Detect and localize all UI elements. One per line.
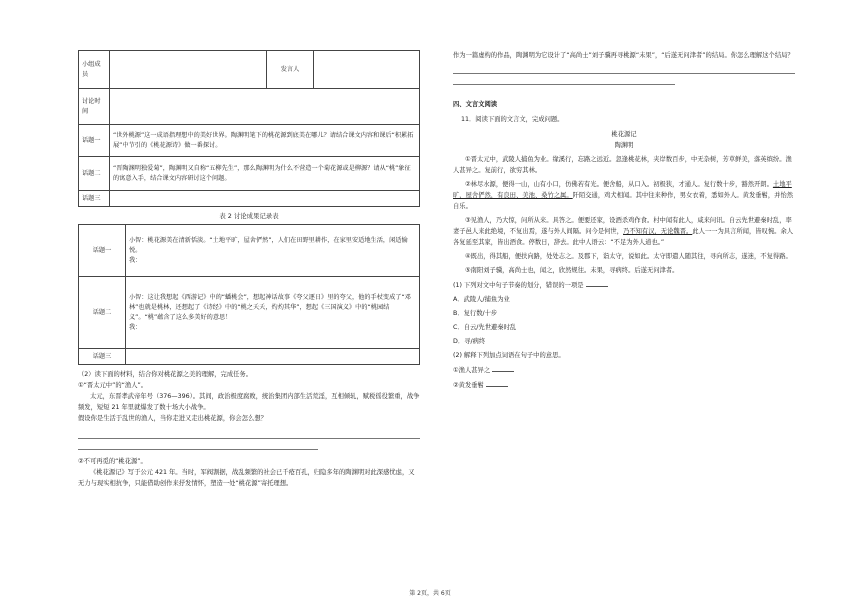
sub-question-2a-blank[interactable] — [492, 364, 514, 372]
sub-question-2b — [453, 379, 795, 391]
result2-cell — [126, 277, 420, 349]
item2-paragraph: 《桃花源记》写于公元 421 年。当时，军阀割据，战乱频繁的社会已千疮百孔，归隐多年的陶渊明对此深感忧虑，又无力与现实相抗争，只能借助创作来抒发情怀，塑造一处“桃花源”寄托理想。 — [78, 469, 415, 487]
result1-text: 小智：桃花源美在清新恬淡。“土地平旷，屋舍俨然”，人们在田野里耕作，在家里安适地生活，闲适愉悦。 — [129, 236, 408, 254]
ending-question: 作为一篇虚构的作品，陶渊明为它设计了“高尚士”刘子骥再寻桃源“未果”，“后遂无问津者”的结局。你怎么理解这个结局？ — [453, 52, 794, 59]
option-b[interactable]: B．复行数/十步 — [453, 310, 498, 317]
result2-label: 话题二 — [79, 277, 126, 349]
right-column — [453, 50, 795, 391]
discussion-time-label: 讨论时间 — [79, 89, 110, 125]
passage-p2-a: ②林尽水源，便得一山，山有小口，仿佛若有光。便舍船，从口入。初极狭，才通人。复行数十步，豁然开朗。 — [465, 181, 773, 188]
topic1-text: “世外桃源”这一成语指理想中的美好世界。陶渊明笔下的桃花源到底美在哪儿？请结合课文内容和课后“积累拓展”中节引的《桃花源诗》做一番探讨。 — [110, 125, 420, 157]
passage-p5: ⑤南阳刘子骥，高尚士也，闻之，欣然规往。未果，寻病终。后遂无问津者。 — [465, 267, 679, 274]
result3-cell — [126, 349, 420, 365]
item2-title: ②不可再觅的“桃花源”。 — [78, 458, 147, 465]
passage-title: 桃花源记 — [611, 131, 637, 138]
sub-question-1 — [453, 279, 795, 291]
topic1-label: 话题一 — [79, 125, 110, 157]
sub-question-1-text: (1) 下列对文中句子节奏的划分，错误的一项是 — [453, 282, 584, 289]
passage-p1: ①晋太元中，武陵人捕鱼为业。缘溪行，忘路之远近。忽逢桃花林，夹岸数百步，中无杂树，芳草鲜美，落英缤纷。渔人甚异之。复前行，欲穷其林。 — [453, 156, 792, 174]
sub-question-2b-blank[interactable] — [486, 379, 508, 387]
result2-me: 我： — [129, 323, 142, 331]
answer-line-3[interactable] — [453, 63, 795, 74]
option-c[interactable]: C．自云/先世避秦时乱 — [453, 324, 517, 331]
result1-cell — [126, 225, 420, 277]
passage-p3-underlined: 乃不知有汉，无论魏晋。 — [623, 228, 693, 235]
question11: 11．阅读下面的文言文，完成问题。 — [461, 116, 564, 123]
sub-question-2a-text: ①渔人甚异之 — [453, 367, 491, 374]
speaker-label: 发言人 — [267, 51, 314, 89]
passage-author: 陶渊明 — [614, 142, 634, 149]
page-footer: 第 2页，共 6页 — [409, 590, 451, 597]
results-table — [78, 224, 420, 365]
answer-line-4[interactable] — [453, 74, 675, 85]
sub-question-2b-text: ②黄发垂髫 — [453, 382, 484, 389]
section4-heading: 四、文言文阅读 — [453, 101, 498, 108]
part2-intro: （2）读下面的材料，结合你对桃花源之美的理解，完成任务。 — [78, 371, 253, 378]
answer-line-1[interactable] — [78, 428, 420, 439]
group-members-label: 小组成员 — [79, 51, 110, 89]
topic2-label: 话题二 — [79, 157, 110, 191]
result2-text: 小智：这让我想起《西游记》中的“蟠桃会”，想起神话故事《夸父逐日》里的夸父，他的手杖变成了“邓林”也就是桃林，还想起了《诗经》中的“桃之夭夭，灼灼其华”，想起《三国演义》中的“桃园结义”。“桃”蕴含了这么多美好的意思！ — [129, 293, 411, 321]
passage-p2-underlined: 土地平旷，屋舍俨然，有良田、美池、桑竹之属。 — [453, 181, 792, 199]
result3-label: 话题三 — [79, 349, 126, 365]
passage-p4: ④既出，得其船，便扶向路，处处志之。及郡下，诣太守，说如此。太守即遣人随其往，寻向所志，遂迷，不复得路。 — [465, 253, 792, 260]
answer-line-2[interactable] — [78, 439, 318, 450]
sub-question-1-blank[interactable] — [586, 279, 608, 287]
topic3-label: 话题三 — [79, 191, 110, 207]
item1-title: ①“晋太元中”的“渔人”。 — [78, 382, 148, 389]
speaker-value — [314, 51, 420, 89]
topic2-text: “晋陶渊明独爱菊”，陶渊明又自称“五柳先生”，那么陶渊明为什么不营造一个菊花源或是柳源？请从“桃”象征的寓意入手，结合课文内容研讨这个问题。 — [110, 157, 420, 191]
result1-label: 话题一 — [79, 225, 126, 277]
discussion-table — [78, 50, 420, 207]
item1-question: 假设你是生活于乱世的渔人，当你走进又走出桃花源，你会怎么想？ — [78, 415, 267, 422]
item1-paragraph: 太元，东晋孝武帝年号（376—396）。其间，政治极度腐败，统治集团内部生活荒淫，互相倾轧，赋税徭役繁重，战争频发，短短 21 年里就爆发了数十场大小战争。 — [78, 393, 420, 411]
passage-p2-b: 阡陌交通，鸡犬相闻。其中往来种作，男女衣着，悉如外人。黄发垂髫，并怡然自乐。 — [453, 192, 794, 210]
passage-p3-b: 此人一一为具言所闻，皆叹惋。余人各复延至其家，皆出酒食。停数日，辞去。此中人语云：“不足为外人道也。” — [453, 228, 794, 246]
discussion-time-value — [110, 89, 420, 125]
option-a[interactable]: A．武陵人/捕鱼为业 — [453, 296, 510, 303]
left-column — [78, 50, 420, 489]
passage-p3-a: ③见渔人，乃大惊，问所从来。具答之。便要还家，设酒杀鸡作食。村中闻有此人，咸来问讯。自云先世避秦时乱，率妻子邑人来此绝境，不复出焉，遂与外人间隔。问今是何世， — [453, 217, 792, 235]
option-d[interactable]: D．寻/病终 — [453, 338, 486, 345]
topic3-text — [110, 191, 420, 207]
table2-caption: 表 2 讨论成果记录表 — [219, 212, 279, 220]
sub-question-2: (2) 解释下列加点词语在句子中的意思。 — [453, 352, 565, 359]
group-members-value — [110, 51, 267, 89]
result1-me: 我： — [129, 256, 142, 264]
passage-p3 — [453, 215, 795, 248]
passage-p2 — [453, 179, 795, 212]
sub-question-2a — [453, 364, 795, 376]
